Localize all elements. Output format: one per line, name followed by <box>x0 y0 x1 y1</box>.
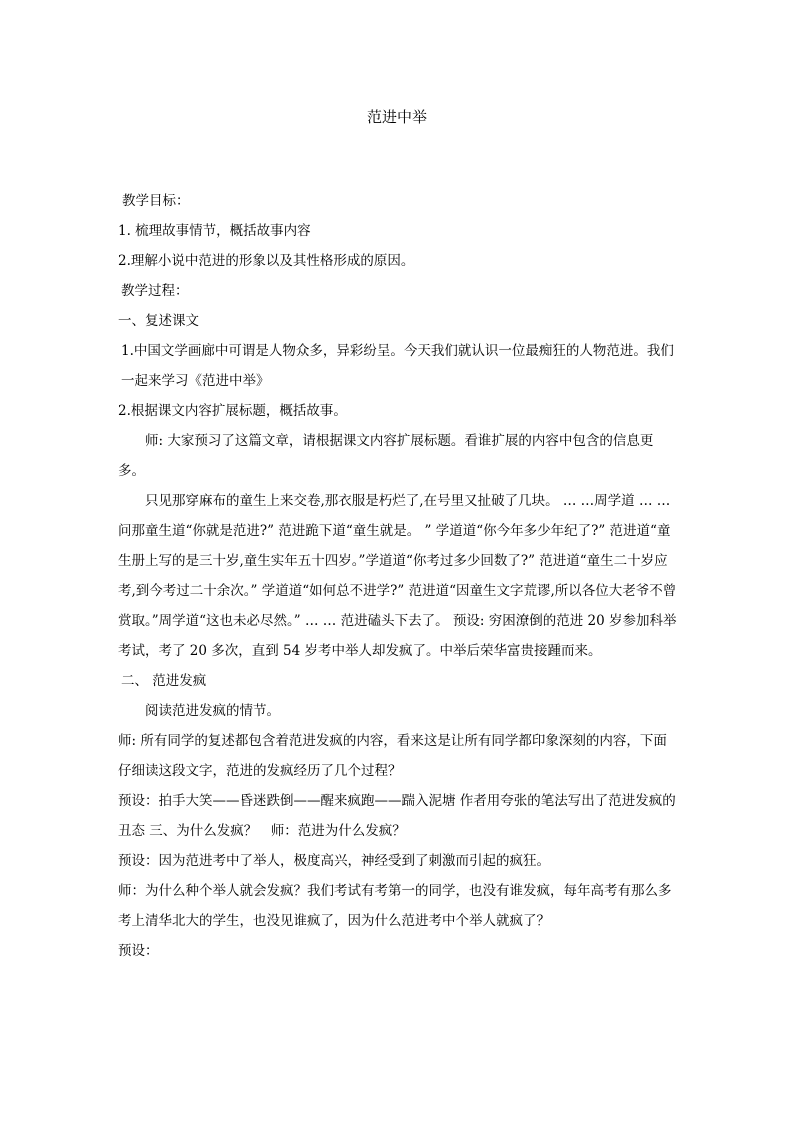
paragraph-preset-3: 预设： <box>118 943 159 959</box>
section-heading-objectives: 教学目标： <box>122 193 190 209</box>
paragraph-teacher-3: 师：为什么种个举人就会发疯？我们考试有考第一的同学，也没有谁发疯，每年高考有那么多考上清华北大的学生，也没见谁疯了，因为什么范进考中个举人就疯了？ <box>118 883 672 929</box>
document-body <box>118 186 678 966</box>
paragraph-read-madness: 阅读范进发疯的情节。 <box>145 703 280 719</box>
paragraph-teacher-2: 师: 所有同学的复述都包含着范进发疯的内容，看来这是让所有同学都印象深刻的内容，下面仔细读这段文字，范进的发疯经历了几个过程？ <box>118 733 667 779</box>
section-heading-process: 教学过程： <box>121 283 189 299</box>
document-title: 范进中举 <box>366 108 427 126</box>
part-heading-retell: 一、复述课文 <box>118 313 199 329</box>
paragraph-excerpt: 只见那穿麻布的童生上来交卷,那衣服是朽烂了,在号里又扯破了几块。 … …周学道 … … 问那童生道“你就是范进?” 范进跪下道“童生就是。 ” 学道道“你今年多少年纪了?” 范进道“童生册上写的是三十岁,童生实年五十四岁。”学道道“你考过多少回数了?” 范进道“童生二十岁应考,到今考过二十余次。” 学道道“如何总不进学?” 范进道“因童生文字荒谬,所以各位大老爷不曾赏取。”周学道“这也未必尽然。” … … 范进磕头下去了。 预设: 穷困潦倒的范进 20 岁参加科举考试，考了 20 多次，直到 54 岁考中举人却发疯了。中举后荣华富贵接踵而来。 <box>118 493 677 659</box>
objective-item-1: 1. 梳理故事情节，概括故事内容 <box>118 223 311 239</box>
paragraph-preset-1: 预设：拍手大笑——昏迷跌倒——醒来疯跑——踹入泥塘 作者用夸张的笔法写出了范进发疯的丑态 三、为什么发疯？ 师：范进为什么发疯？ <box>118 793 676 839</box>
objective-item-2: 2.理解小说中范进的形象以及其性格形成的原因。 <box>118 253 415 269</box>
paragraph-intro: 1.中国文学画廊中可谓是人物众多，异彩纷呈。今天我们就认识一位最痴狂的人物范进。我们一起来学习《范进中举》 <box>121 343 674 389</box>
paragraph-teacher-1: 师: 大家预习了这篇文章，请根据课文内容扩展标题。看谁扩展的内容中包含的信息更多。 <box>118 433 654 479</box>
part-heading-madness: 二、 范进发疯 <box>121 673 207 689</box>
paragraph-expand-title: 2.根据课文内容扩展标题，概括故事。 <box>118 403 347 419</box>
paragraph-preset-2: 预设：因为范进考中了举人，极度高兴，神经受到了刺激而引起的疯狂。 <box>118 853 550 869</box>
